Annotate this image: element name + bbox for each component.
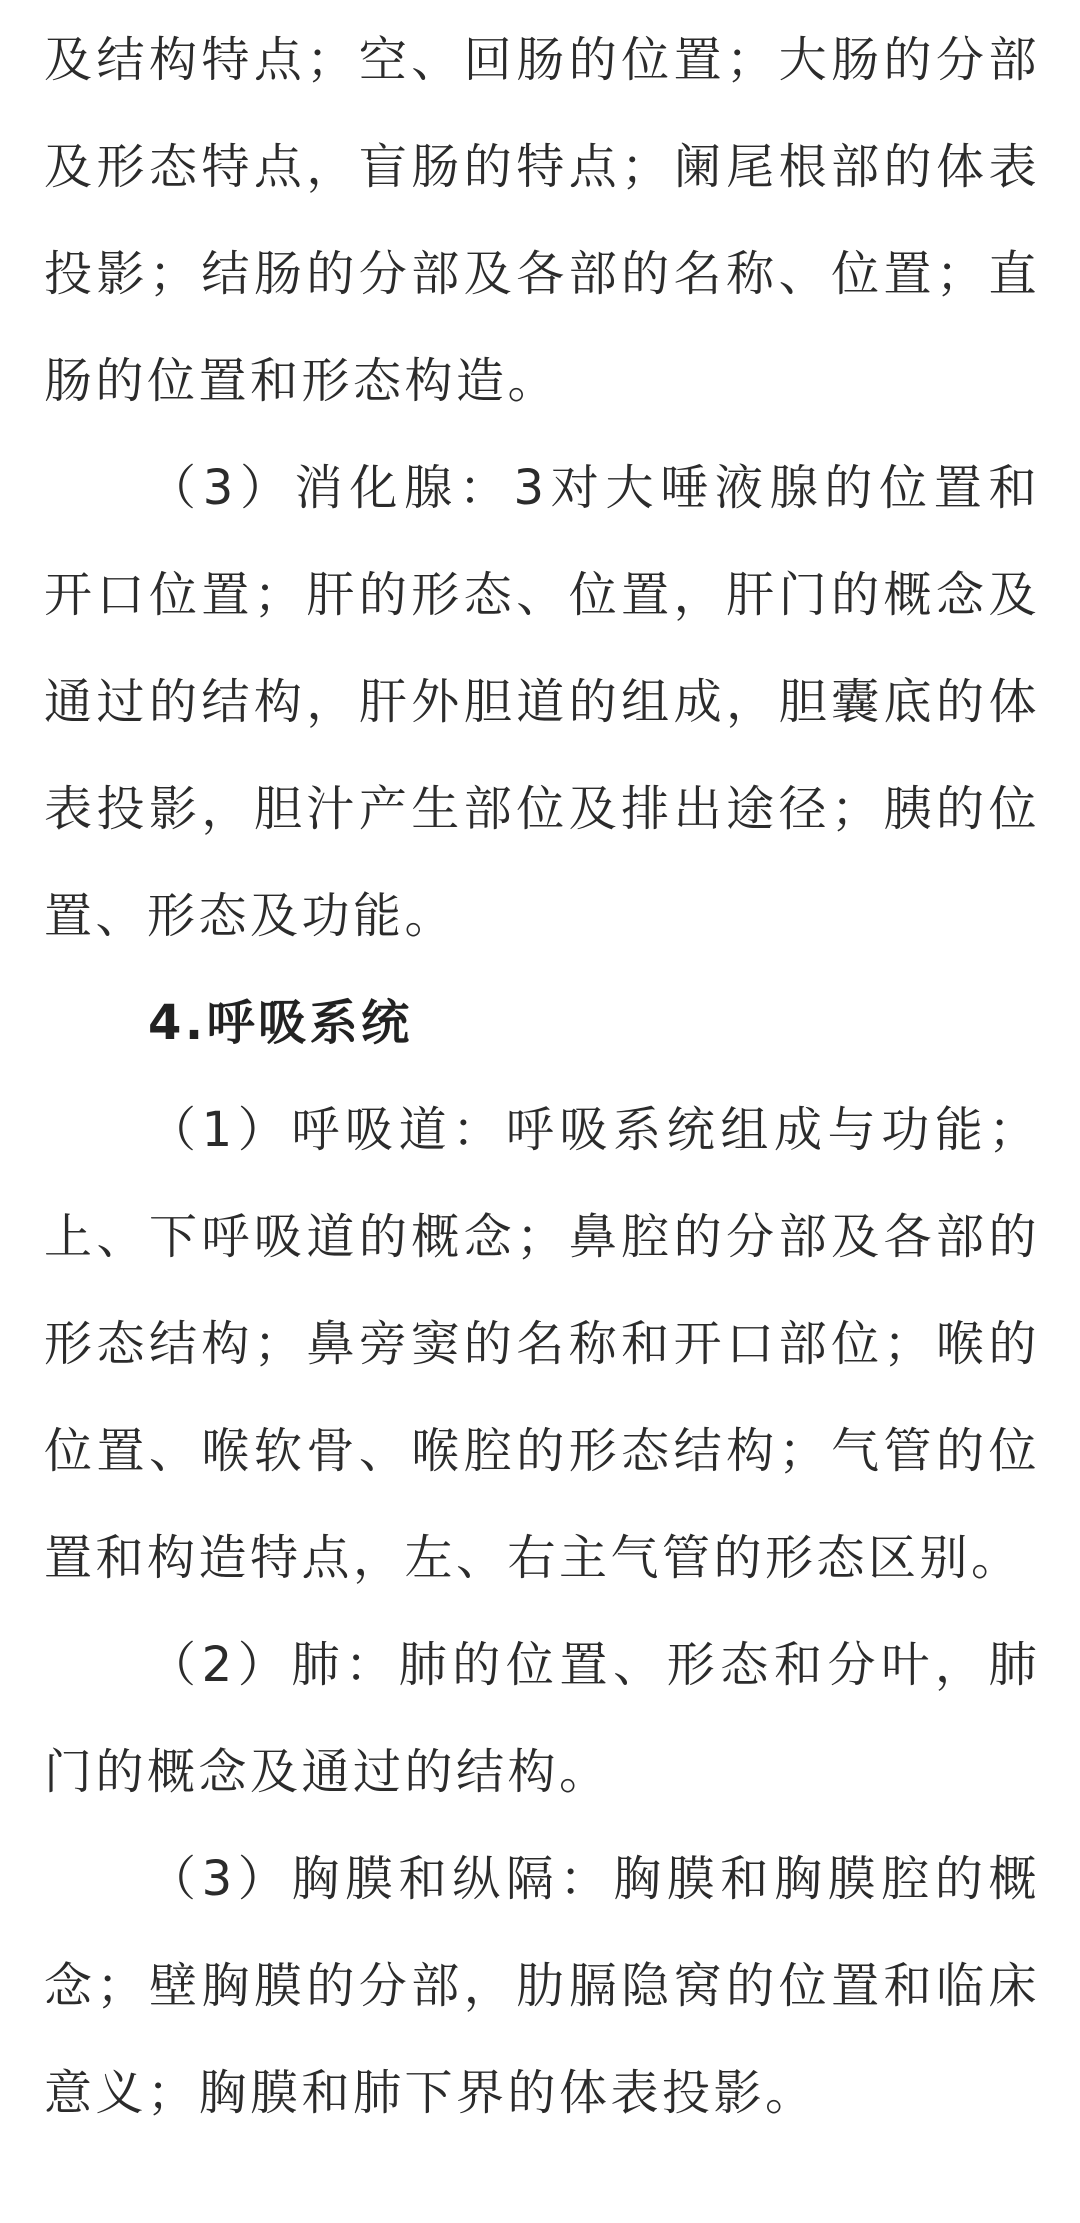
- paragraph-lung: （2）肺：肺的位置、形态和分叶，肺门的概念及通过的结构。: [44, 1637, 1040, 1800]
- paragraph-alimentary-continuation: 及结构特点；空、回肠的位置；大肠的分部及形态特点，盲肠的特点；阑尾根部的体表投影；结肠的分部及各部的名称、位置；直肠的位置和形态构造。: [44, 32, 1040, 409]
- paragraph-pleura-mediastinum: （3）胸膜和纵隔：胸膜和胸膜腔的概念；壁胸膜的分部，肋膈隐窝的位置和临床意义；胸膜和肺下界的体表投影。: [44, 1851, 1040, 2121]
- paragraph-respiratory-tract: （1）呼吸道：呼吸系统组成与功能；上、下呼吸道的概念；鼻腔的分部及各部的形态结构；鼻旁窦的名称和开口部位；喉的位置、喉软骨、喉腔的形态结构；气管的位置和构造特点，左、右主气管的形态区别。: [44, 1102, 1040, 1586]
- paragraph-digestive-glands: （3）消化腺：3对大唾液腺的位置和开口位置；肝的形态、位置，肝门的概念及通过的结构，肝外胆道的组成，胆囊底的体表投影，胆汁产生部位及排出途径；胰的位置、形态及功能。: [44, 460, 1040, 944]
- section-heading-respiratory-system: 4.呼吸系统: [148, 995, 413, 1051]
